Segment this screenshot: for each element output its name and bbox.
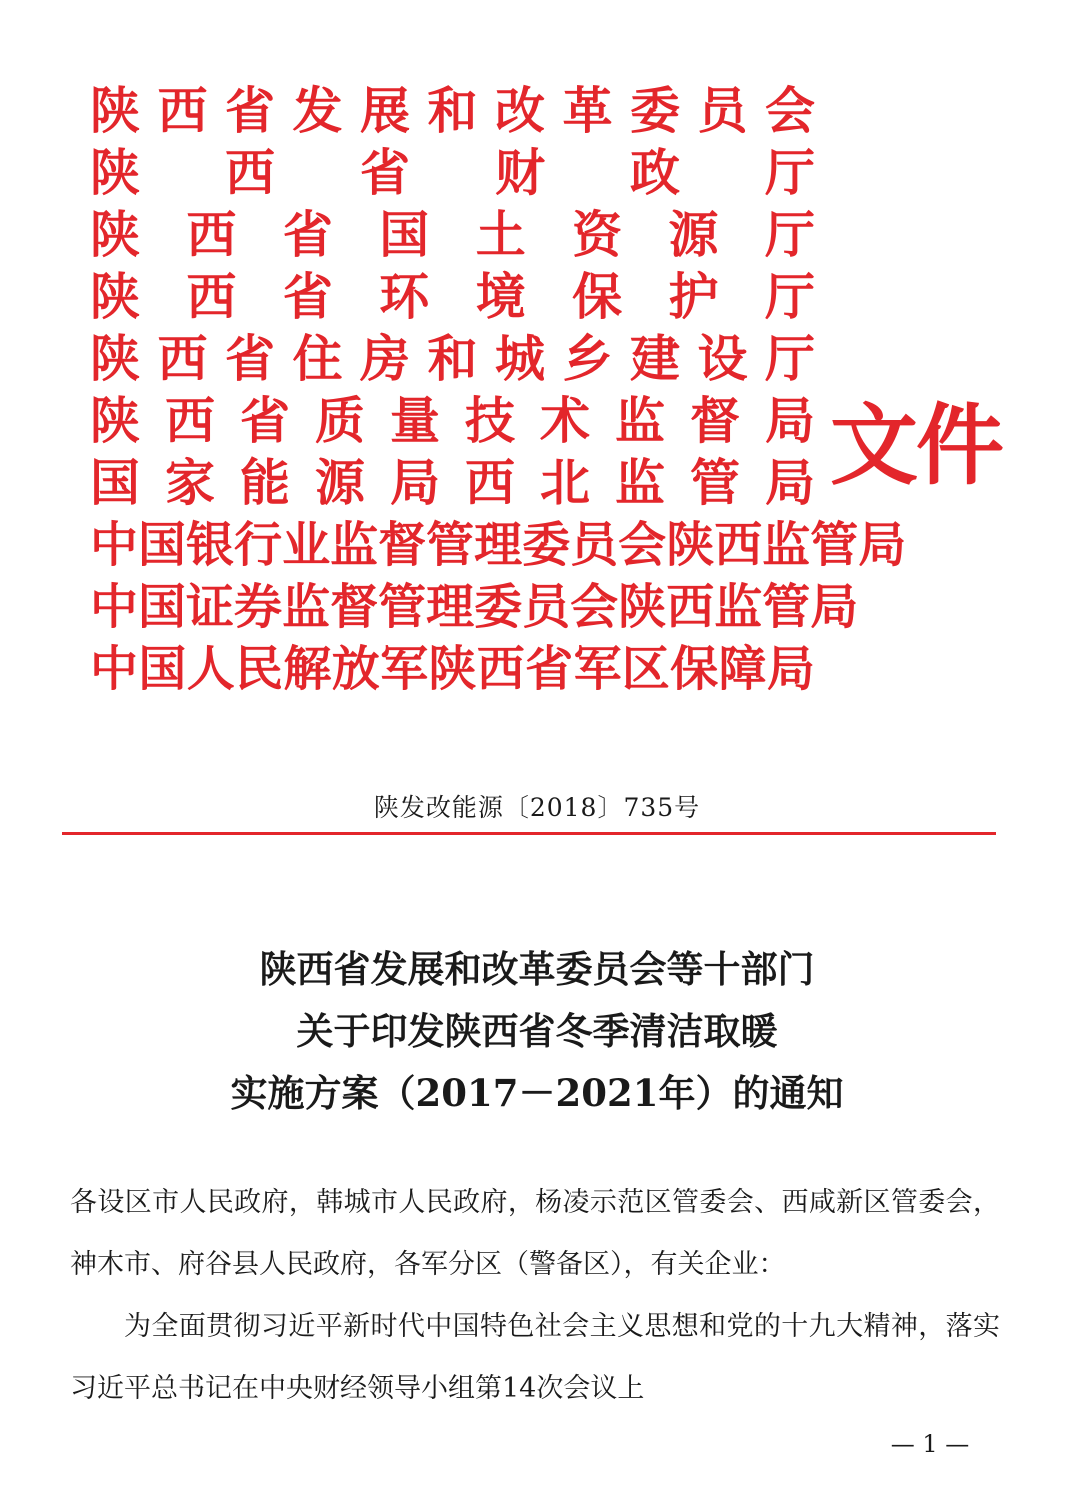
red-divider	[62, 832, 996, 835]
document-number: 陕发改能源〔2018〕735号	[373, 793, 701, 822]
document-suffix: 文件	[830, 393, 1003, 497]
document-body	[70, 1172, 1000, 1420]
issuer-line: 国 家 能 源 局 西 北 监 管 局	[90, 453, 815, 512]
title-line: 陕西省发展和改革委员会等十部门	[259, 947, 815, 991]
issuer-line: 中 国 证 券 监 督 管 理 委 员 会 陕 西 监 管 局	[90, 579, 859, 635]
issuer-line: 陕 西 省 财 政 厅	[90, 143, 815, 202]
title-line: 实施方案（2017－2021年）的通知	[230, 1071, 844, 1115]
issuer-line: 陕 西 省 质 量 技 术 监 督 局	[90, 391, 815, 450]
issuer-line: 陕 西 省 发 展 和 改 革 委 员 会	[90, 81, 815, 140]
issuer-line: 陕 西 省 住 房 和 城 乡 建 设 厅	[90, 329, 815, 388]
issuer-line: 陕 西 省 环 境 保 护 厅	[90, 267, 815, 326]
document-title	[0, 938, 1074, 1124]
title-line: 关于印发陕西省冬季清洁取暖	[296, 1009, 778, 1053]
issuing-authorities	[90, 80, 907, 700]
page-number: — 1 —	[890, 1430, 970, 1458]
issuer-line: 中 国 人 民 解 放 军 陕 西 省 军 区 保 障 局	[90, 641, 815, 697]
body-paragraph: 为全面贯彻习近平新时代中国特色社会主义思想和党的十九大精神，落实习近平总书记在中央财经领导小组第14次会议上	[70, 1311, 1000, 1404]
recipients-paragraph: 各设区市人民政府，韩城市人民政府，杨凌示范区管委会、西咸新区管委会，神木市、府谷县人民政府，各军分区（警备区），有关企业：	[70, 1187, 1000, 1280]
issuer-line: 陕 西 省 国 土 资 源 厅	[90, 205, 815, 264]
issuer-line: 中 国 银 行 业 监 督 管 理 委 员 会 陕 西 监 管 局	[90, 517, 907, 573]
